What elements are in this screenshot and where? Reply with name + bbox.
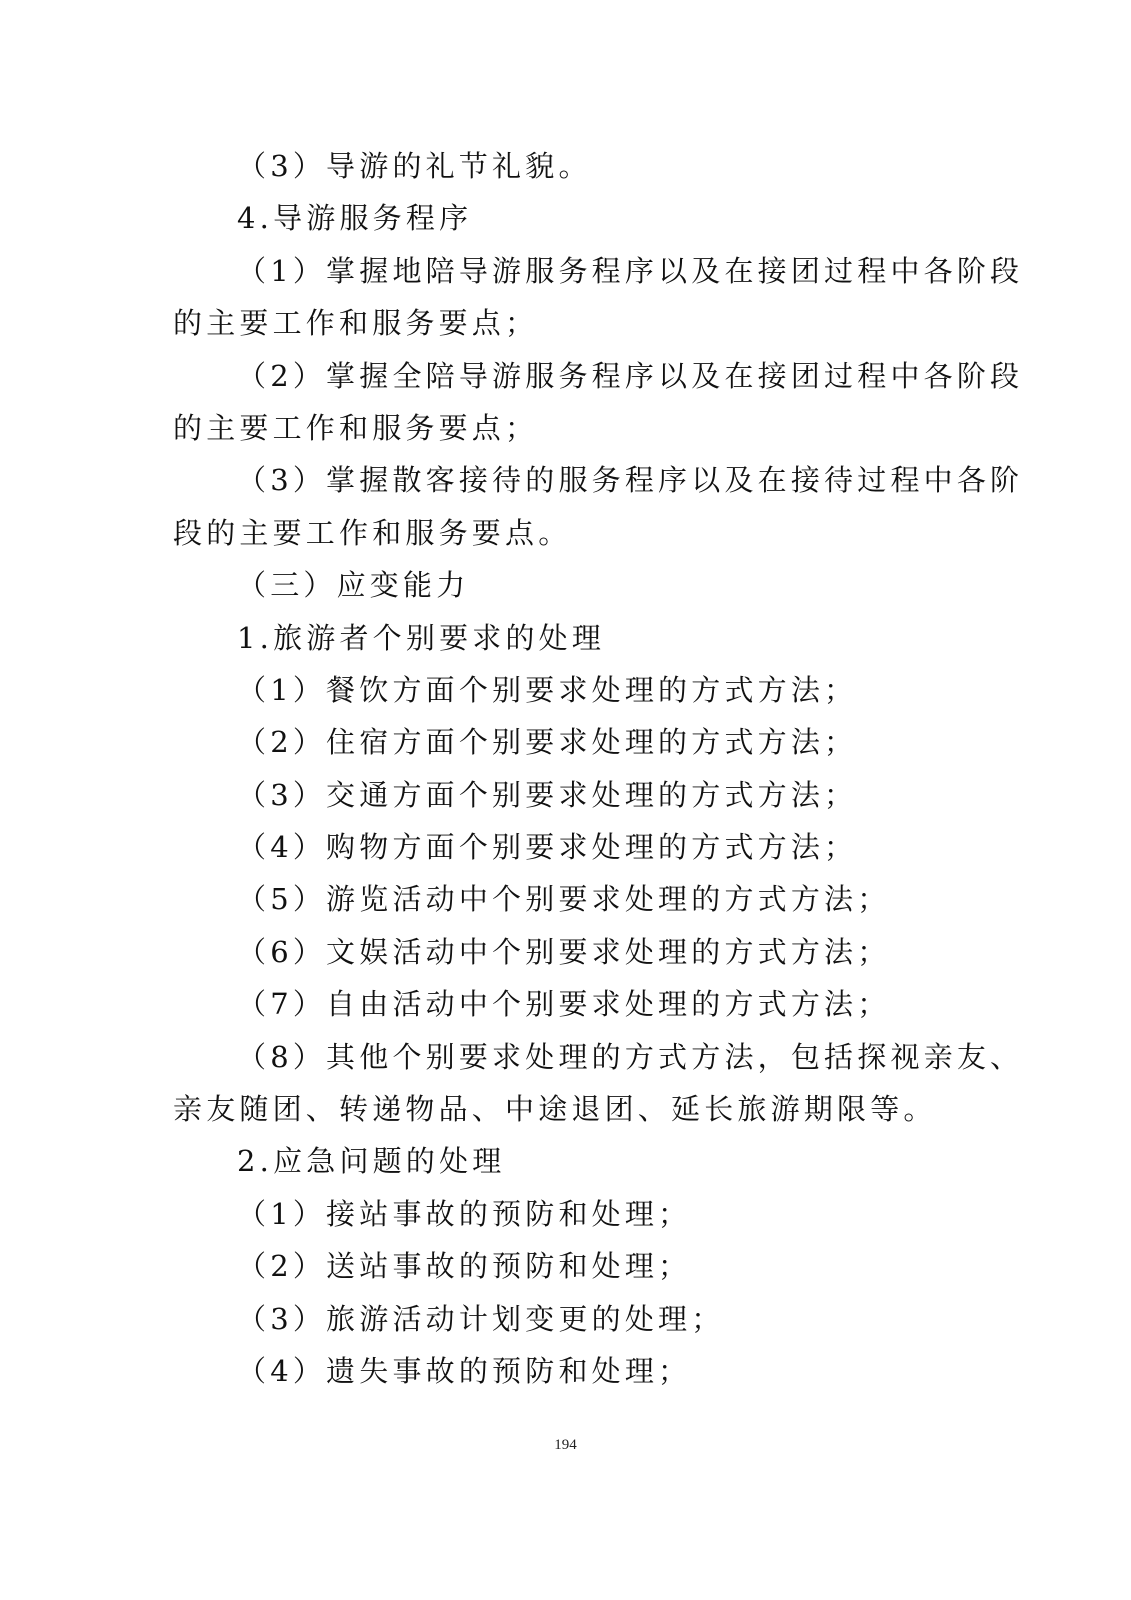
- list-item: （2）掌握全陪导游服务程序以及在接团过程中各阶段: [237, 358, 1024, 393]
- page-number: 194: [554, 1437, 577, 1453]
- list-item-continuation: 的主要工作和服务要点；: [173, 306, 539, 341]
- list-item: （3）导游的礼节礼貌。: [237, 149, 592, 183]
- list-item-continuation: 的主要工作和服务要点；: [173, 410, 539, 445]
- list-item: （1）餐饮方面个别要求处理的方式方法；: [237, 672, 858, 707]
- list-item: （1）接站事故的预防和处理；: [237, 1196, 692, 1231]
- list-item-continuation: 亲友随团、转递物品、中途退团、延长旅游期限等。: [173, 1092, 937, 1127]
- list-item: （3）旅游活动计划变更的处理；: [237, 1301, 725, 1336]
- list-item: （8）其他个别要求处理的方式方法，包括探视亲友、: [237, 1039, 1024, 1074]
- section-heading: 4.导游服务程序: [237, 201, 473, 236]
- body-text: [173, 140, 1024, 1397]
- list-item: （7）自由活动中个别要求处理的方式方法；: [237, 987, 891, 1022]
- list-item: （3）交通方面个别要求处理的方式方法；: [237, 777, 858, 812]
- section-heading: 2.应急问题的处理: [237, 1144, 506, 1179]
- list-item: （4）遗失事故的预防和处理；: [237, 1353, 692, 1388]
- list-item: （4）购物方面个别要求处理的方式方法；: [237, 830, 858, 865]
- chapter-heading: （三）应变能力: [237, 568, 470, 603]
- section-heading: 1.旅游者个别要求的处理: [237, 620, 606, 655]
- list-item: （3）掌握散客接待的服务程序以及在接待过程中各阶: [237, 463, 1024, 498]
- list-item: （5）游览活动中个别要求处理的方式方法；: [237, 882, 891, 917]
- list-item: （1）掌握地陪导游服务程序以及在接团过程中各阶段: [237, 253, 1024, 288]
- list-item-continuation: 段的主要工作和服务要点。: [173, 515, 572, 550]
- list-item: （2）住宿方面个别要求处理的方式方法；: [237, 725, 858, 760]
- list-item: （6）文娱活动中个别要求处理的方式方法；: [237, 934, 891, 969]
- list-item: （2）送站事故的预防和处理；: [237, 1249, 692, 1284]
